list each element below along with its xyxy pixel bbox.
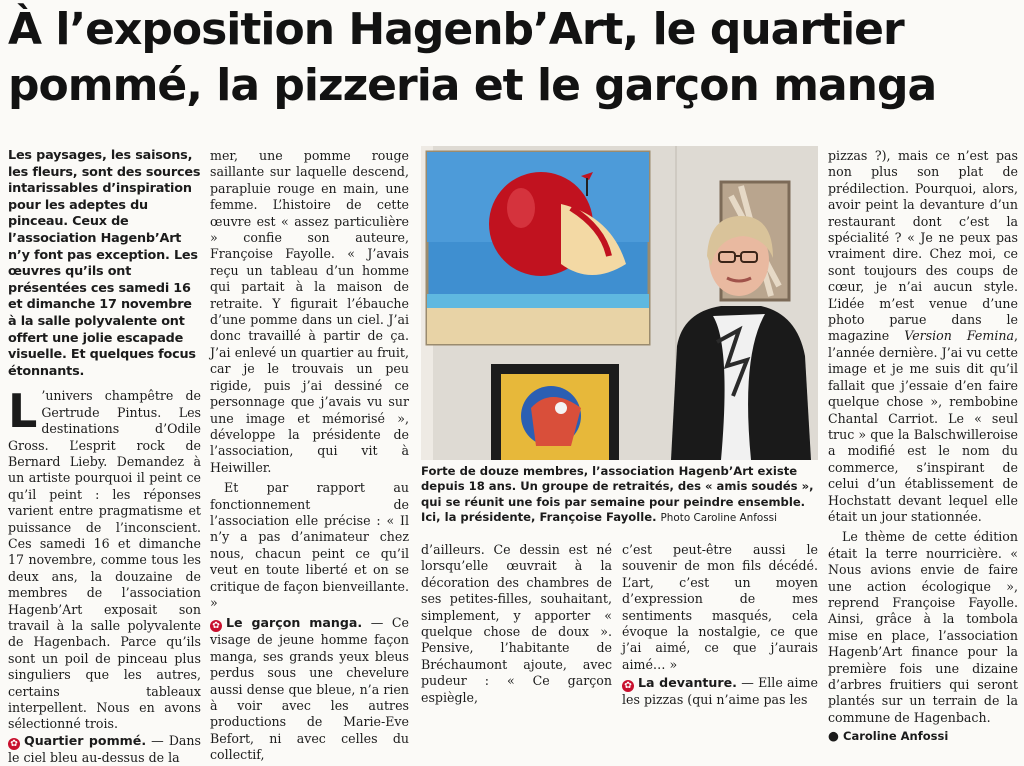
byline [828, 728, 1018, 744]
col5-text-b: , l’année dernière. J’ai vu cette image et je me suis dit qu’il fallait que j’essaie d’en faire quelque chose », rembobine Chantal Carriot. Le « seul truc » que la Balschwilleroise a modifié est le nom du commerce, s’inspirant de celui d’un établissement de Hochstatt devant lequel elle était un jour stationnée. [828, 328, 1018, 524]
subheading-quartier-pomme: Quartier pommé. [24, 732, 147, 748]
flower-bullet-icon: ✿ [210, 620, 222, 632]
drop-cap: L [8, 384, 38, 439]
article-photo [421, 146, 818, 460]
subheading-devanture: La devanture. [638, 675, 737, 691]
col5-paragraph-2: Le thème de cette édition était la terre nourricière. « Nous avions envie de faire une action écologique », reprend Françoise Fayolle. Ainsi, grâce à la tombola mise en place, l’association Hagenb’Art finance pour la première fois une dizaine d’arbres fruitiers qui seront plantés sur un terrain de la commune de Hagenbach. [828, 529, 1018, 725]
magazine-title: Version Femina [904, 328, 1014, 344]
column-1 [8, 148, 201, 766]
bullet-icon: ● [828, 728, 839, 744]
author-signature: Caroline Anfossi [843, 729, 949, 744]
subsection-text: — Dans le ciel bleu au-dessus de la [8, 732, 202, 765]
col2-paragraph-1: mer, une pomme rouge saillante sur laquelle descend, parapluie rouge en main, une femme. L’histoire de cette œuvre est « assez particulière » confie son auteure, Françoise Fayolle. « J’avais reçu un tableau d’un homme qui partait à la maison de retraite. Y figurait l’ébauche d’une pomme dans un ciel. J’ai donc travaillé à partir de ça. J’ai enlevé un quartier au fruit, car je le trouvais un peu rigide, puis j’ai dessiné ce personnage que j’avais vu sur une image et mémorisé », développe la présidente de l’association, qui vit à Heiwiller. [210, 148, 409, 475]
intro-paragraph [8, 384, 201, 733]
col2-paragraph-2: Et par rapport au fonctionnement de l’association elle précise : « Il n’y a pas d’animateur chez nous, chacun peint ce qu’il veut en toute liberté et on se critique de façon bienveillante. » [210, 480, 409, 610]
photo-caption [421, 464, 818, 527]
photo-illustration [421, 146, 818, 460]
column-3 [421, 542, 612, 706]
intro-text: ’univers champêtre de Gertrude Pintus. Les destinations d’Odile Gross. L’esprit rock de Bernard Lieby. Demandez à un artiste pourquoi il peint ce qu’il peint : les réponses varient entre pragmatisme et puissance de l’inconscient. Ces samedi 16 et dimanche 17 novembre, comme tous les deux ans, la douzaine de membres de l’association Hagenb’Art exposait son travail à la salle polyvalente de Hagenbach. Parce qu’ils sont un poil de pinceau plus singuliers que les autres, certains tableaux interpellent. Nous en avons sélectionné trois. [8, 388, 201, 732]
subheading-garcon-manga: Le garçon manga. [226, 615, 363, 631]
photo-credit: Photo Caroline Anfossi [660, 512, 777, 525]
column-5 [828, 148, 1018, 745]
subsection-text: — Elle aime les pizzas (qui n’aime pas les [622, 675, 818, 708]
column-4 [622, 542, 818, 709]
caption-text: Forte de douze membres, l’association Hagenb’Art existe depuis 18 ans. Un groupe de retraités, des « amis soudés », qui se réunit une fois par semaine pour peindre ensemble. Ici, la présidente, Françoise Fayolle. [421, 464, 814, 525]
subsection-quartier-pomme [8, 733, 201, 766]
headline: À l’exposition Hagenb’Art, le quartier pommé, la pizzeria et le garçon manga [8, 4, 937, 111]
subsection-devanture [622, 675, 818, 708]
flower-bullet-icon: ✿ [8, 738, 20, 750]
col5-text-a: pizzas ?), mais ce n’est pas non plus son plat de prédilection. Pourquoi, alors, avoir peint la devanture d’un restaurant dont c’est la spécialité ? « Je ne peux pas vraiment dire. Chez moi, ce sont toujours des coups de cœur, je n’ai aucun style. L’idée m’est venue d’une photo parue dans le magazine [828, 148, 1018, 344]
column-2 [210, 148, 409, 764]
col4-paragraph: c’est peut-être aussi le souvenir de mon fils décédé. L’art, c’est un moyen d’expression de mes sentiments masqués, cela évoque la nostalgie, ce que j’ai aimé, ce que j’aurais aimé… » [622, 542, 818, 672]
subsection-garcon-manga [210, 615, 409, 763]
col5-paragraph-1 [828, 148, 1018, 525]
flower-bullet-icon: ✿ [622, 680, 634, 692]
subsection-text: — Ce visage de jeune homme façon manga, ses grands yeux bleus perdus sous une chevelure aussi dense que bleue, n’a rien à voir avec les autres productions de Marie-Eve Befort, ni avec celles du collectif, [210, 615, 409, 763]
lead-paragraph: Les paysages, les saisons, les fleurs, sont des sources intarissables d’inspiration pour les adeptes du pinceau. Ceux de l’association Hagenb’Art n’y font pas exception. Les œuvres qu’ils ont présentées ces samedi 16 et dimanche 17 novembre à la salle polyvalente ont offert une jolie escapade visuelle. Et quelques focus étonnants. [8, 148, 201, 379]
col3-paragraph: d’ailleurs. Ce dessin est né lorsqu’elle œuvrait à la décoration des chambres de ses petites-filles, souhaitant, simplement, y apporter « quelque chose de doux ». Pensive, l’habitante de Bréchaumont ajoute, avec pudeur : « Ce garçon espiègle, [421, 542, 612, 705]
